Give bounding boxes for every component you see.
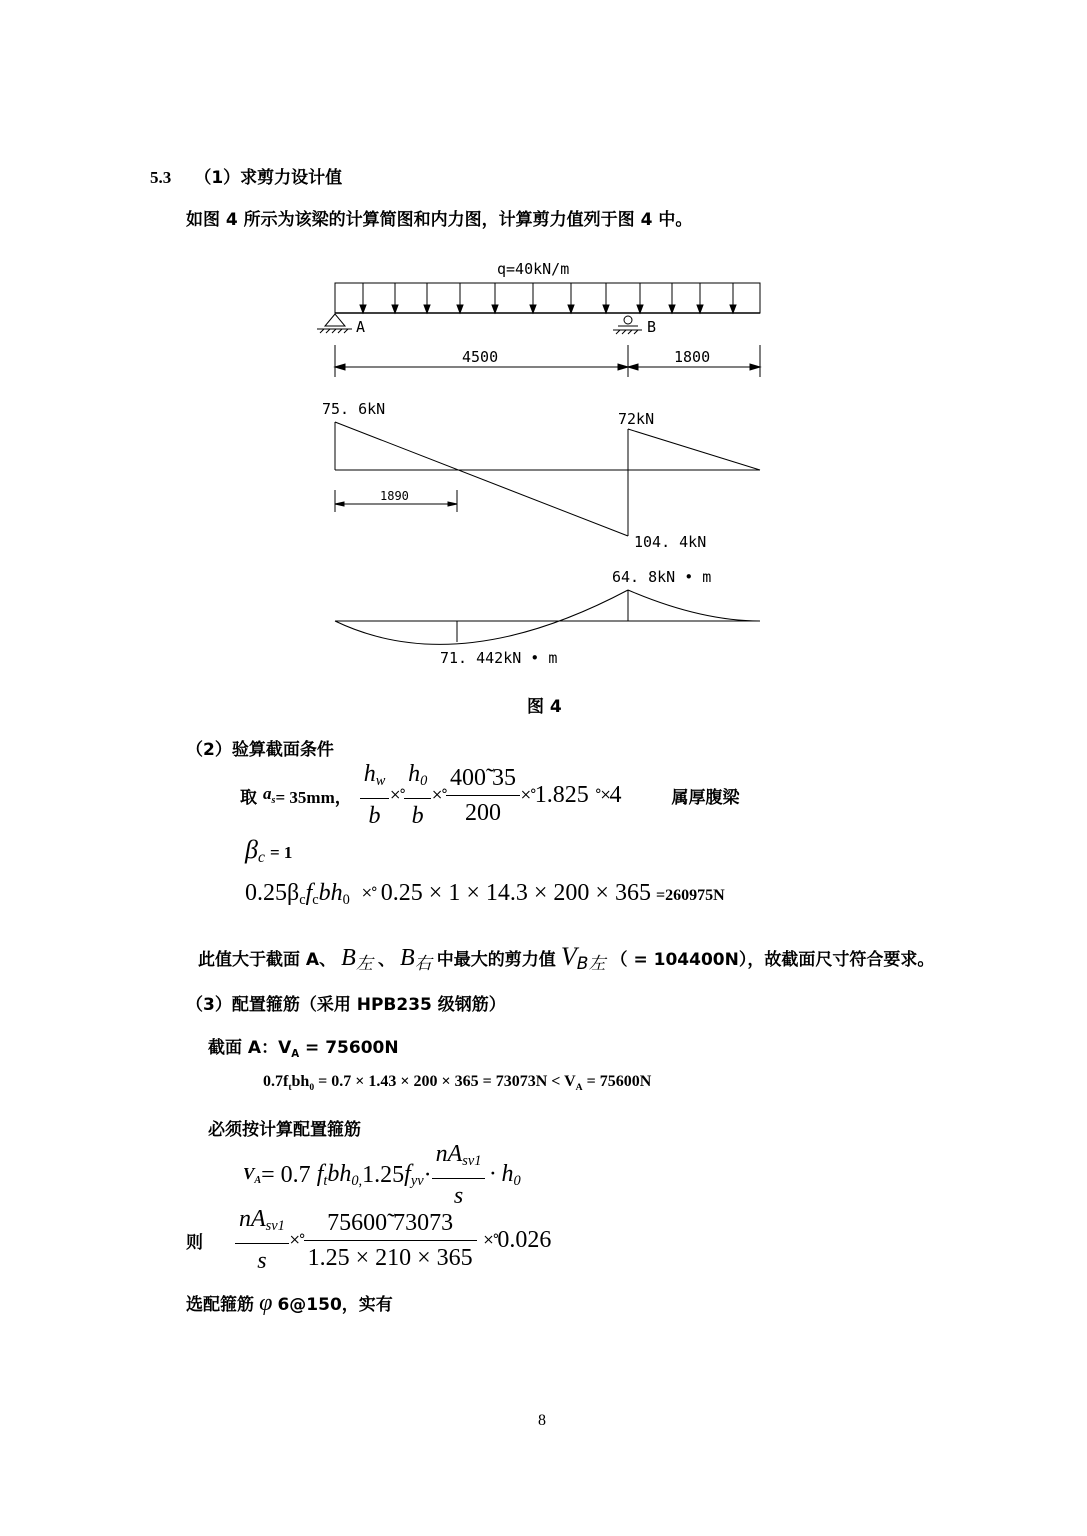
load-arrow [697, 283, 703, 313]
load-arrow [457, 283, 463, 313]
load-arrow [637, 283, 643, 313]
ratio-value: 1.825 [534, 781, 589, 808]
shear-b-right-label: 72kN [618, 410, 655, 428]
garbled-symbol: ×° [389, 787, 405, 803]
roller-support-b [613, 316, 642, 334]
garbled-symbol: ×° [360, 885, 376, 901]
load-arrow [360, 283, 366, 313]
capacity-result: =260975N [656, 887, 725, 904]
capacity-rhs: 0.25 × 1 × 14.3 × 200 × 365 [380, 880, 651, 906]
shear-diagram [335, 422, 760, 536]
load-arrow [492, 283, 498, 313]
must-calculate-text: 必须按计算配置箍筋 [208, 1120, 361, 1140]
section2-title: （2）验算截面条件 [186, 740, 334, 760]
distributed-load-box [335, 283, 760, 313]
beta-symbol: $\beta_c$ [245, 835, 265, 866]
concrete-shear-check: $0.7f_tbh_0 = 0.7 \times 1.43 \times 200 \times 365 = 73073N < V_A = 75600N$ [263, 1073, 652, 1093]
conclusion-paragraph: 此值大于截面 A、 $B_左$ 、 $B_右$ 中最大的剪力值 $V_{B左}$ （ = 104400N），故截面尺寸符合要求。 [198, 942, 935, 974]
stirrup-ratio-equation: 则 $\frac{nA_{sv1}}{s}$ ×° $\frac{75600̃ 73073}{1.25 \times 210 \times 365}$ ×° 0.026 [186, 1203, 551, 1277]
load-arrow [568, 283, 574, 313]
thick-web-note: 属厚腹梁 [671, 787, 740, 808]
as-value: = 35mm， [275, 787, 352, 807]
load-arrow [730, 283, 736, 313]
page-number: 8 [538, 1412, 546, 1429]
shear-capacity-equation: $V_A$ = 0.7 $f_tbh_{0,}$ 1.25 $f_{yv}$ · $\frac{nA_{sv1}}{s}$ · $h_0$ [243, 1140, 521, 1210]
moment-support-label: 64. 8kN • m [612, 568, 712, 586]
section-a-shear: 截面 A：$V_A = 75600N$ [208, 1038, 399, 1060]
h0-over-b: $\frac{h_0}{b}$ [404, 757, 431, 833]
beta-row [245, 835, 292, 867]
stirrup-selection: 选配箍筋 φ 6@150，实有 [186, 1290, 393, 1316]
garbled-symbol: ×° [520, 787, 535, 803]
load-arrow [392, 283, 398, 313]
span-main-label: 4500 [462, 348, 499, 366]
load-arrow [424, 283, 430, 313]
beta-value: = 1 [269, 843, 293, 862]
intro-paragraph: 如图 4 所示为该梁的计算简图和内力图，计算剪力值列于图 4 中。 [186, 210, 693, 230]
support-a-label: A [356, 318, 366, 336]
load-arrows [360, 283, 736, 313]
zero-distance-label: 1890 [380, 489, 409, 503]
support-b-label: B [647, 318, 657, 336]
shear-b-left-label: 104. 4kN [634, 533, 707, 551]
moment-diagram [335, 590, 760, 644]
beam-diagram [0, 0, 1087, 720]
section-title: （1）求剪力设计值 [194, 168, 343, 188]
capacity-check-row [245, 880, 725, 909]
span-overhang-label: 1800 [674, 348, 711, 366]
load-label: q=40kN/m [497, 260, 570, 278]
as-symbol: $a_s$ [263, 784, 276, 806]
section3-title: （3）配置箍筋（采用 HPB235 级钢筋） [186, 995, 506, 1015]
section-condition-row [240, 760, 739, 830]
hw-over-b: $\frac{h_w}{b}$ [360, 757, 390, 833]
shear-a-label: 75. 6kN [322, 400, 386, 418]
garbled-symbol: ×° [431, 787, 447, 803]
limit-value: 4 [609, 781, 622, 808]
numeric-fraction: $\frac{400̃ 35}{200}$ [446, 761, 520, 830]
load-arrow [530, 283, 536, 313]
capacity-lhs: $0.25\beta_cf_cbh_0$ [245, 880, 350, 908]
section-number: 5.3 [150, 168, 172, 187]
take-label: 取 [240, 787, 257, 808]
pin-support-a [317, 314, 352, 333]
figure-caption: 图 4 [527, 697, 562, 717]
load-arrow [669, 283, 675, 313]
moment-max-label: 71. 442kN • m [440, 649, 558, 667]
load-arrow [603, 283, 609, 313]
garbled-symbol: °× [594, 787, 610, 803]
